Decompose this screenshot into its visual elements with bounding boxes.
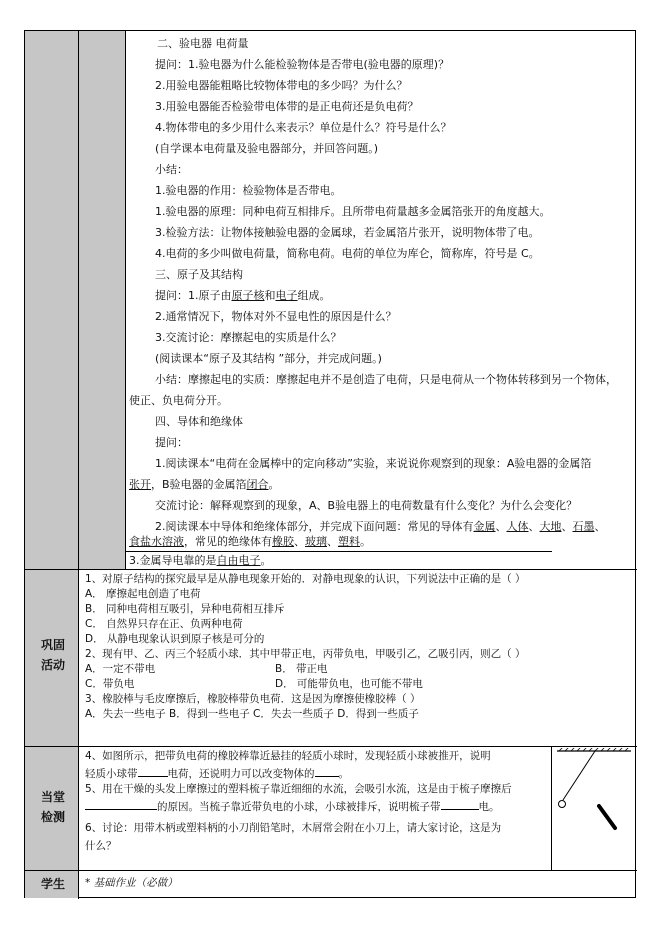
test-question: 什么？	[85, 840, 117, 852]
question-text: 3.交流讨论：摩擦起电的实质是什么？	[155, 331, 342, 344]
question-atom-structure: 提问：1.原子由原子核和电子组成。	[155, 289, 331, 302]
light-ball	[559, 801, 566, 808]
summary-item: 4.电荷的多少叫做电荷量，简称电荷。电荷的单位为库仑，简称库，符号是 C。	[155, 247, 540, 260]
mc-option: D． 可能带负电，也可能不带电	[275, 678, 423, 690]
summary-title: 小结：	[155, 163, 188, 176]
question-text: 2.通常情况下，物体对外不显电性的原因是什么？	[155, 310, 397, 323]
mc-option: D． 从静电现象认识到原子核是可分的	[85, 633, 265, 645]
mc-option: A． 摩擦起电创造了电荷	[85, 588, 201, 600]
answer-blank[interactable]	[138, 765, 168, 777]
answer-line: 食盐水溶液，常见的绝缘体有橡胶、玻璃、塑料。	[129, 535, 371, 548]
mc-option: C．带负电	[85, 678, 135, 690]
section-heading-conductor: 四、导体和绝缘体	[155, 415, 243, 428]
worksheet-table	[24, 30, 636, 898]
discussion-text: 交流讨论：解释观察到的现象，A、B验电器上的电荷数量有什么变化？为什么会变化？	[155, 499, 578, 512]
question-text: 1.阅读课本“电荷在金属棒中的定向移动”实验，来说说你观察到的现象：A验电器的金属箔	[155, 457, 592, 470]
answer-line: 张开，B验电器的金属箔闭合。	[129, 478, 280, 491]
mc-question: 2、现有甲、乙、丙三个轻质小球．其中甲带正电，丙带负电，甲吸引乙，乙吸引丙，则乙（ ）	[85, 648, 526, 660]
summary-text: 使正、负电荷分开。	[129, 394, 228, 407]
row-divider-student	[25, 870, 637, 871]
instruction-note: (自学课本电荷量及验电器部分，并回答问题。)	[155, 142, 379, 155]
consolidate-label: 巩固 活动	[40, 638, 65, 672]
student-label: 学生	[40, 877, 65, 891]
summary-item: 1.验电器的作用：检验物体是否带电。	[155, 184, 342, 197]
rubber-rod	[599, 806, 615, 828]
column-divider-1	[78, 31, 79, 899]
question-text: 提问：1.验电器为什么能检验物体是否带电(验电器的原理)？	[155, 58, 450, 71]
homework-note: * 基础作业（必做）	[85, 877, 178, 889]
section-heading-atom: 三、原子及其结构	[155, 268, 243, 281]
answer-blank[interactable]	[441, 798, 479, 810]
grey-label-column-top	[25, 31, 78, 569]
figure-cell-divider	[551, 747, 552, 870]
mc-option: B． 同种电荷相互吸引，异种电荷相互排斥	[85, 603, 285, 615]
mc-option: A．一定不带电	[85, 663, 156, 675]
mc-question: 3、橡胶棒与毛皮摩擦后，橡胶棒带负电荷．这是因为摩擦使橡胶棒（ ）	[85, 693, 421, 705]
suspended-ball-figure	[553, 748, 635, 868]
question-text: 3.用验电器能否检验带电体带的是正电荷还是负电荷？	[155, 100, 419, 113]
answer-blank[interactable]	[85, 798, 157, 810]
answer-blank[interactable]	[315, 765, 339, 777]
suspension-thread	[563, 751, 595, 800]
question-conductors: 2.阅读课本中导体和绝缘体部分，并完成下面问题：常见的导体有金属、人体、大地、石墨、	[155, 520, 606, 533]
test-question-fill: 轻质小球带 电荷，还说明力可以改变物体的 。	[85, 765, 349, 781]
mc-option: C． 自然界只存在正、负两种电荷	[85, 618, 243, 630]
question-text: 4.物体带电的多少用什么来表示？单位是什么？符号是什么？	[155, 121, 452, 134]
instruction-note: (阅读课本“原子及其结构 ”部分，并完成问题。)	[155, 352, 382, 365]
mc-question: 1、对原子结构的探究最早是从静电现象开始的．对静电现象的认识，下列说法中正确的是（ ）	[85, 573, 526, 585]
test-question: 6、讨论：用带木柄或塑料柄的小刀削铅笔时，木屑常会附在小刀上，请大家讨论，这是为	[85, 822, 502, 834]
row-divider-consolidate	[25, 569, 637, 570]
question-text: 2.用验电器能粗略比较物体带电的多少吗？为什么？	[155, 79, 408, 92]
mc-options-row: A．失去一些电子 B．得到一些电子 C．失去一些质子 D．得到一些质子	[85, 708, 419, 720]
column-divider-2	[125, 31, 126, 569]
summary-item: 3.检验方法：让物体接触验电器的金属球，若金属箔片张开，说明物体带了电。	[155, 226, 540, 239]
test-question: 5、用在干燥的头发上摩擦过的塑料梳子靠近细细的水流，会吸引水流，这是由于梳子摩擦后	[85, 783, 512, 795]
mc-option: B． 带正电	[275, 663, 328, 675]
answer-line: 3.金属导电靠的是自由电子。	[129, 554, 272, 567]
section-heading-electroscope: 二、验电器 电荷量	[157, 37, 249, 50]
row-divider-test	[25, 746, 637, 747]
summary-item: 1.验电器的原理：同种电荷互相排斥。且所带电荷量越多金属箔张开的角度越大。	[155, 205, 551, 218]
test-question-fill: 的原因。当梳子靠近带负电的小球，小球被排斥，说明梳子带 电。	[85, 798, 500, 814]
test-label: 当堂 检测	[40, 790, 65, 824]
test-question: 4、如图所示，把带负电荷的橡胶棒靠近悬挂的轻质小球时，发现轻质小球被推开，说明	[85, 750, 491, 762]
grey-label-column-bottom	[25, 570, 78, 898]
grey-second-column-top	[79, 31, 125, 569]
question-label: 提问：	[155, 436, 188, 449]
summary-text: 小结：摩擦起电的实质：摩擦起电并不是创造了电荷，只是电荷从一个物体转移到另一个物体，	[155, 373, 617, 386]
